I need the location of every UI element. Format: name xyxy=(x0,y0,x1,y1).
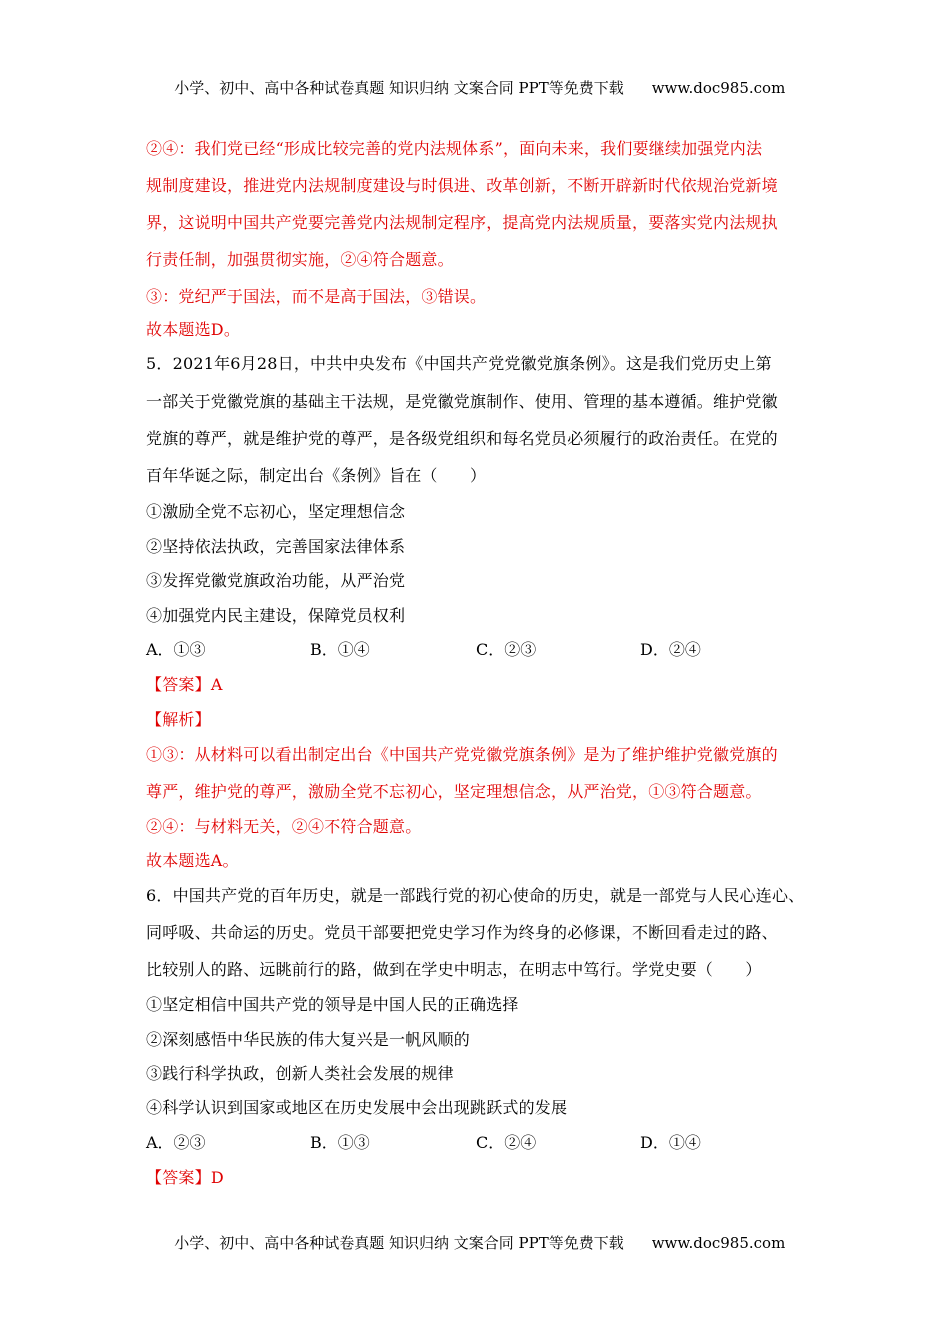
page-footer xyxy=(0,1214,950,1253)
q6-answer-value: D xyxy=(210,1168,224,1187)
q6-item-4: ④科学认识到国家或地区在历史发展中会出现跳跃式的发展 xyxy=(146,1098,568,1117)
q5-stem-line-3: 党旗的尊严，就是维护党的尊严，是各级党组织和每名党员必须履行的政治责任。在党的 xyxy=(146,429,778,448)
q6-option-d: D．①④ xyxy=(640,1133,701,1152)
q6-option-c: C．②④ xyxy=(476,1133,537,1152)
q5-answer-label: 【答案】 xyxy=(146,675,211,694)
q6-stem-line-1: 6．中国共产党的百年历史，就是一部践行党的初心使命的历史，就是一部党与人民心连心、 xyxy=(146,886,805,905)
q6-option-b: B．①③ xyxy=(310,1133,370,1152)
q5-option-d: D．②④ xyxy=(640,640,701,659)
q6-answer xyxy=(146,1165,224,1188)
prev-analysis-line-1: ②④：我们党已经“形成比较完善的党内法规体系”，面向未来，我们要继续加强党内法 xyxy=(146,139,763,158)
q5-analysis-line-2: 尊严，维护党的尊严，激励全党不忘初心，坚定理想信念，从严治党，①③符合题意。 xyxy=(146,782,762,801)
q5-analysis-label: 【解析】 xyxy=(146,710,211,729)
q5-option-c: C．②③ xyxy=(476,640,537,659)
footer-url[interactable]: www.doc985.com xyxy=(651,1234,786,1252)
q5-conclusion: 故本题选A。 xyxy=(146,851,239,870)
q5-stem-line-4: 百年华诞之际，制定出台《条例》旨在（ ） xyxy=(146,466,487,485)
q5-analysis-line-1: ①③：从材料可以看出制定出台《中国共产党党徽党旗条例》是为了维护维护党徽党旗的 xyxy=(146,745,778,764)
header-url[interactable]: www.doc985.com xyxy=(651,79,786,97)
prev-analysis-line-2: 规制度建设，推进党内法规制度建设与时俱进、改革创新，不断开辟新时代依规治党新境 xyxy=(146,176,778,195)
q6-option-a: A．②③ xyxy=(146,1133,206,1152)
prev-analysis-line-3: 界，这说明中国共产党要完善党内法规制定程序，提高党内法规质量，要落实党内法规执 xyxy=(146,213,778,232)
prev-analysis-line-4: 行责任制，加强贯彻实施，②④符合题意。 xyxy=(146,250,454,269)
q6-item-1: ①坚定相信中国共产党的领导是中国人民的正确选择 xyxy=(146,995,519,1014)
header-text: 小学、初中、高中各种试卷真题 知识归纳 文案合同 PPT等免费下载 xyxy=(174,79,624,97)
q6-answer-label: 【答案】 xyxy=(146,1168,211,1187)
q5-analysis-line-3: ②④：与材料无关，②④不符合题意。 xyxy=(146,817,422,836)
q5-item-3: ③发挥党徽党旗政治功能，从严治党 xyxy=(146,571,406,590)
q6-item-2: ②深刻感悟中华民族的伟大复兴是一帆风顺的 xyxy=(146,1030,471,1049)
q5-answer-value: A xyxy=(210,675,223,694)
q5-item-1: ①激励全党不忘初心，坚定理想信念 xyxy=(146,502,406,521)
q5-item-4: ④加强党内民主建设，保障党员权利 xyxy=(146,606,406,625)
footer-text: 小学、初中、高中各种试卷真题 知识归纳 文案合同 PPT等免费下载 xyxy=(174,1234,624,1252)
q5-option-b: B．①④ xyxy=(310,640,370,659)
q5-item-2: ②坚持依法执政，完善国家法律体系 xyxy=(146,537,406,556)
q6-stem-line-2: 同呼吸、共命运的历史。党员干部要把党史学习作为终身的必修课，不断回看走过的路、 xyxy=(146,923,778,942)
q6-item-3: ③践行科学执政，创新人类社会发展的规律 xyxy=(146,1064,454,1083)
q6-stem-line-3: 比较别人的路、远眺前行的路，做到在学史中明志，在明志中笃行。学党史要（ ） xyxy=(146,960,762,979)
q5-option-a: A．①③ xyxy=(146,640,206,659)
q5-stem-line-2: 一部关于党徽党旗的基础主干法规，是党徽党旗制作、使用、管理的基本遵循。维护党徽 xyxy=(146,392,778,411)
prev-analysis-line-5: ③：党纪严于国法，而不是高于国法，③错误。 xyxy=(146,287,487,306)
prev-conclusion: 故本题选D。 xyxy=(146,320,241,339)
page-header xyxy=(0,59,950,98)
q5-answer xyxy=(146,672,223,695)
q5-stem-line-1: 5．2021年6月28日，中共中央发布《中国共产党党徽党旗条例》。这是我们党历史上第 xyxy=(146,354,772,373)
